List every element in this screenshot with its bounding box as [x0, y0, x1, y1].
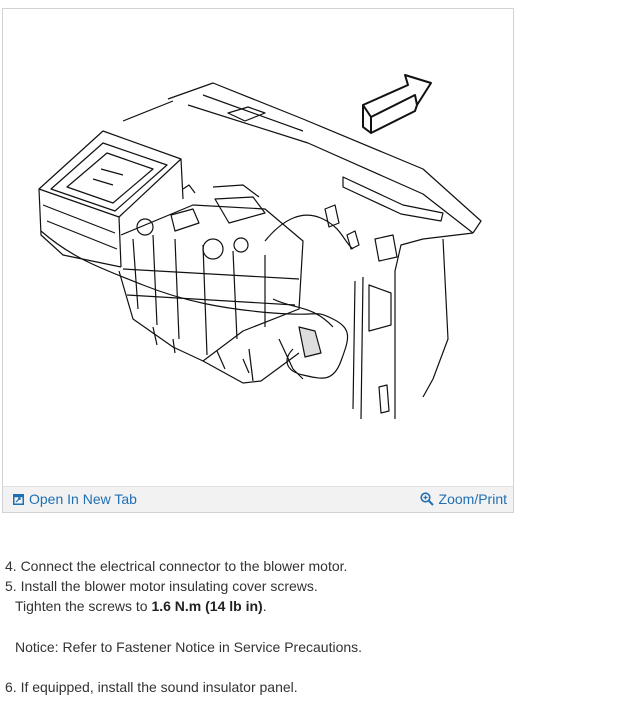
tighten-instruction — [5, 596, 362, 616]
figure-toolbar — [3, 486, 513, 512]
open-in-new-tab-label: Open In New Tab — [29, 491, 137, 507]
tighten-suffix: . — [262, 598, 267, 614]
zoom-print-label: Zoom/Print — [438, 491, 507, 507]
step-5: 5. Install the blower motor insulating cover screws. — [5, 578, 318, 594]
figure-frame — [2, 8, 514, 513]
zoom-print-link[interactable] — [420, 491, 507, 507]
open-new-tab-icon — [13, 494, 24, 505]
blower-motor-illustration — [3, 9, 513, 487]
tighten-prefix: Tighten the screws to — [15, 598, 152, 614]
step-6: 6. If equipped, install the sound insulator panel. — [5, 679, 298, 695]
step-4: 4. Connect the electrical connector to the blower motor. — [5, 558, 348, 574]
procedure-steps — [5, 556, 362, 697]
fastener-notice: Notice: Refer to Fastener Notice in Service Precautions. — [15, 639, 363, 655]
magnifier-icon — [420, 492, 434, 506]
torque-value: 1.6 N.m (14 lb in) — [151, 598, 263, 614]
open-in-new-tab-link[interactable] — [13, 491, 137, 507]
